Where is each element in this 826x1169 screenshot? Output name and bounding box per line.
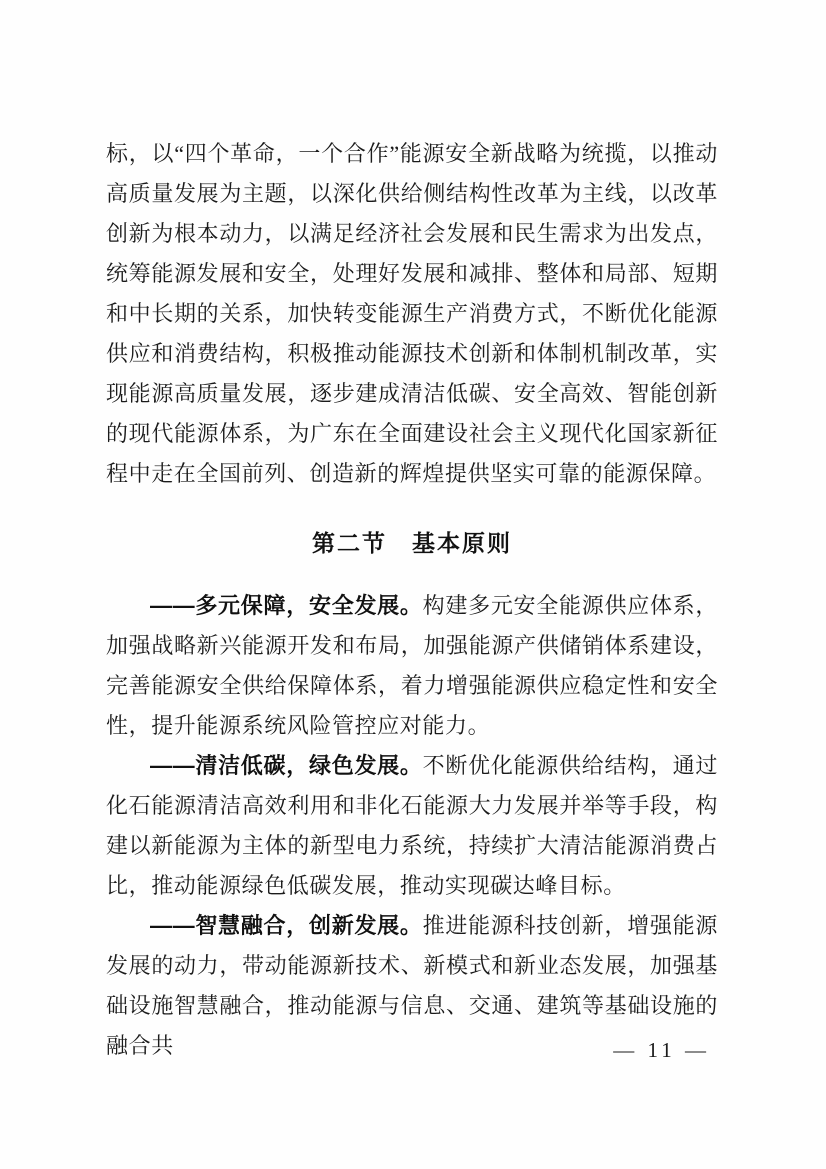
paragraph-principle-1 — [106, 586, 718, 746]
principle-2-lead: ——清洁低碳，绿色发展。 — [150, 753, 423, 778]
section-heading: 第二节 基本原则 — [312, 530, 512, 556]
page-number: — 11 — — [613, 1038, 710, 1062]
principle-2-body: 不断优化能源供给结构，通过化石能源清洁高效利用和非化石能源大力发展并举等手段，构建以新能源为主体的新型电力系统，持续扩大清洁能源消费占比，推动能源绿色低碳发展，推动实现碳达峰目标。 — [106, 753, 718, 898]
principle-3-lead: ——智慧融合，创新发展。 — [150, 913, 423, 938]
paragraph-principle-2 — [106, 746, 718, 906]
principle-1-body: 构建多元安全能源供应体系，加强战略新兴能源开发和布局，加强能源产供储销体系建设，完善能源安全供给保障体系，着力增强能源供应稳定性和安全性，提升能源系统风险管控应对能力。 — [106, 593, 718, 738]
principle-3-body: 推进能源科技创新，增强能源发展的动力，带动能源新技术、新模式和新业态发展，加强基础设施智慧融合，推动能源与信息、交通、建筑等基础设施的融合共 — [106, 913, 718, 1058]
page-content — [106, 134, 718, 1066]
principle-1-lead: ——多元保障，安全发展。 — [150, 593, 423, 618]
paragraph-continuation: 标，以“四个革命，一个合作”能源安全新战略为统揽，以推动高质量发展为主题，以深化供给侧结构性改革为主线，以改革创新为根本动力，以满足经济社会发展和民生需求为出发点，统筹能源发展和安全，处理好发展和减排、整体和局部、短期和中长期的关系，加快转变能源生产消费方式，不断优化能源供应和消费结构，积极推动能源技术创新和体制机制改革，实现能源高质量发展，逐步建成清洁低碳、安全高效、智能创新的现代能源体系，为广东在全面建设社会主义现代化国家新征程中走在全国前列、创造新的辉煌提供坚实可靠的能源保障。 — [106, 141, 718, 486]
